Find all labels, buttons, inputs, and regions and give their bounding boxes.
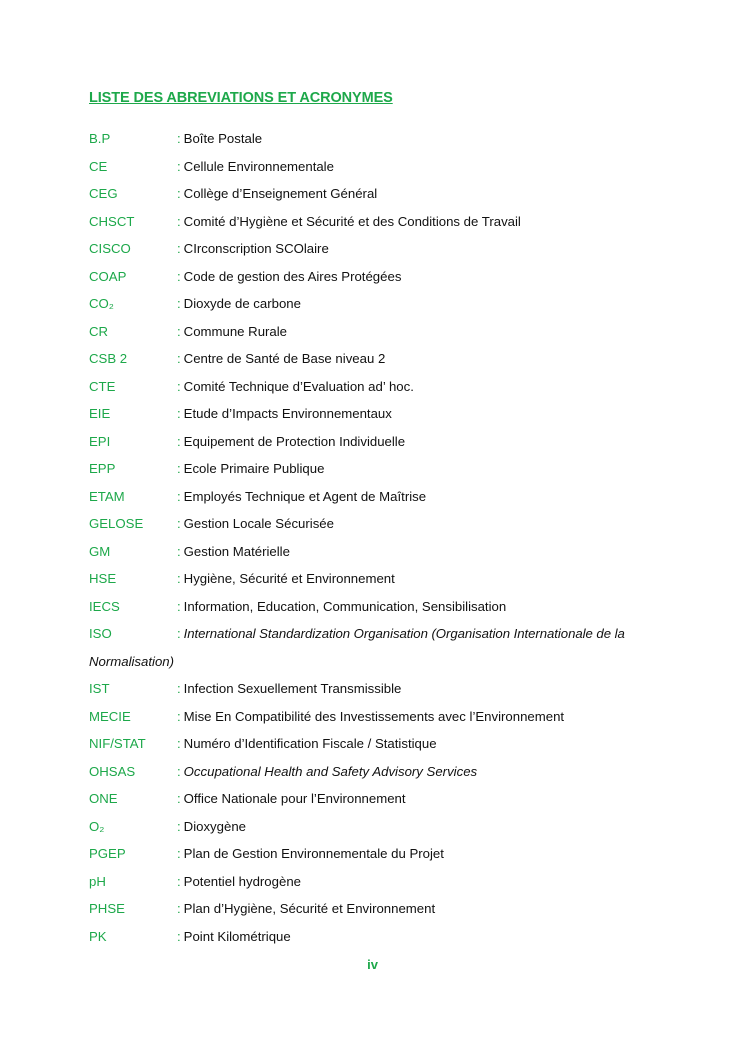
definition-text: Code de gestion des Aires Protégées (183, 268, 402, 284)
abbreviation-term: PHSE (89, 901, 125, 916)
abbreviation-entry (89, 459, 669, 487)
abbreviation-definition (177, 157, 669, 177)
abbreviation-term: GM (89, 543, 111, 559)
abbreviation-entry (89, 789, 669, 817)
definition-separator: : (177, 571, 181, 586)
abbreviation-term: GELOSE (89, 516, 144, 531)
abbreviation-definition (177, 679, 669, 699)
definition-separator: : (177, 516, 181, 531)
abbreviation-entry (89, 129, 669, 157)
definition-separator: : (177, 433, 181, 449)
abbreviation-term: NIF/STAT (89, 736, 146, 751)
definition-text: Gestion Matérielle (183, 543, 290, 559)
abbreviation-entry (89, 349, 669, 377)
definition-text: Information, Education, Communication, Sensibilisation (183, 598, 507, 614)
abbreviation-entry (89, 707, 669, 735)
definition-text: Dioxyde de carbone (183, 296, 301, 311)
abbreviation-entry (89, 184, 669, 212)
definition-text: Boîte Postale (183, 131, 263, 146)
definition-text: Comité d’Hygiène et Sécurité et des Conditions de Travail (183, 213, 521, 229)
definition-separator: : (177, 158, 181, 174)
abbreviation-definition (177, 899, 669, 919)
abbreviation-term: ETAM (89, 488, 125, 504)
definition-separator: : (177, 928, 181, 944)
definition-text: Plan de Gestion Environnementale du Projet (183, 846, 444, 861)
definition-separator: : (177, 901, 181, 916)
definition-separator: : (177, 846, 181, 861)
definition-text: Hygiène, Sécurité et Environnement (183, 571, 395, 586)
abbreviation-term: CTE (89, 378, 116, 394)
page-number: iv (367, 957, 378, 972)
definition-separator: : (177, 763, 181, 779)
definition-text: Occupational Health and Safety Advisory Services (183, 763, 478, 779)
abbreviation-definition (177, 349, 669, 369)
definition-separator: : (177, 818, 181, 834)
abbreviation-definition (177, 734, 669, 754)
definition-separator: : (177, 213, 181, 229)
abbreviation-entry (89, 899, 669, 927)
abbreviation-entry (89, 817, 669, 845)
abbreviation-term: ONE (89, 791, 118, 806)
definition-separator: : (177, 681, 181, 696)
abbreviation-term: EPP (89, 461, 116, 476)
abbreviation-term: IST (89, 681, 110, 696)
abbreviation-term: CHSCT (89, 213, 135, 229)
abbreviation-term: CE (89, 158, 108, 174)
abbreviation-term: HSE (89, 571, 117, 586)
abbreviation-entry (89, 322, 669, 350)
definition-separator: : (177, 268, 181, 284)
abbreviation-entry (89, 157, 669, 185)
abbreviation-entry (89, 239, 669, 267)
abbreviation-definition (177, 459, 669, 479)
definition-separator: : (177, 186, 181, 201)
abbreviation-definition (177, 762, 669, 782)
definition-text: Infection Sexuellement Transmissible (183, 681, 402, 696)
abbreviation-definition (177, 239, 669, 259)
abbreviation-entry (89, 377, 669, 405)
definition-text: Etude d’Impacts Environnementaux (183, 406, 392, 421)
definition-text: Commune Rurale (183, 323, 288, 339)
definition-separator: : (177, 873, 181, 889)
definition-text: Equipement de Protection Individuelle (183, 433, 406, 449)
abbreviation-definition (177, 294, 669, 314)
definition-text: International Standardization Organisation (Organisation Internationale de la (183, 626, 625, 641)
definition-separator: : (177, 241, 181, 256)
abbreviation-term: OHSAS (89, 763, 136, 779)
abbreviation-term: COAP (89, 268, 127, 284)
abbreviation-entry (89, 927, 669, 955)
abbreviation-definition (177, 927, 669, 947)
definition-text: Comité Technique d’Evaluation ad’ hoc. (183, 378, 414, 394)
definition-separator: : (177, 791, 181, 806)
definition-text: Numéro d’Identification Fiscale / Statistique (183, 736, 437, 751)
definition-text: Plan d’Hygiène, Sécurité et Environnement (183, 901, 436, 916)
abbreviation-term: O₂ (89, 818, 105, 834)
abbreviation-entry (89, 404, 669, 432)
abbreviation-entry (89, 872, 669, 900)
definition-separator: : (177, 378, 181, 394)
abbreviation-entry (89, 542, 669, 570)
abbreviation-entry (89, 294, 669, 322)
abbreviation-definition (177, 597, 669, 617)
definition-text: Potentiel hydrogène (183, 873, 301, 889)
definition-separator: : (177, 296, 181, 311)
abbreviation-definition (177, 129, 669, 149)
abbreviation-definition (177, 789, 669, 809)
abbreviation-definition (177, 844, 669, 864)
abbreviation-term: ISO (89, 626, 112, 641)
abbreviation-term: CISCO (89, 241, 131, 256)
definition-text: Point Kilométrique (183, 928, 291, 944)
definition-separator: : (177, 323, 181, 339)
abbreviation-term: CO₂ (89, 296, 114, 311)
definition-text: CIrconscription SCOlaire (183, 241, 329, 256)
abbreviation-definition (177, 377, 669, 397)
definition-text: Collège d’Enseignement Général (183, 186, 378, 201)
page-title: LISTE DES ABREVIATIONS ET ACRONYMES (89, 90, 393, 106)
abbreviation-entry (89, 432, 669, 460)
abbreviation-term: pH (89, 873, 106, 889)
abbreviation-entry (89, 679, 669, 707)
abbreviation-term: PK (89, 928, 107, 944)
definition-text: Cellule Environnementale (183, 158, 334, 174)
definition-text: Dioxygène (183, 818, 246, 834)
abbreviation-entry (89, 597, 669, 625)
abbreviation-entry (89, 569, 669, 597)
definition-separator: : (177, 626, 181, 641)
abbreviation-definition (177, 184, 669, 204)
abbreviation-term: PGEP (89, 846, 126, 861)
abbreviation-entry (89, 844, 669, 872)
abbreviation-definition (177, 212, 669, 232)
abbreviation-definition (177, 404, 669, 424)
abbreviation-definition (177, 624, 669, 644)
definition-text: Ecole Primaire Publique (183, 461, 325, 476)
abbreviation-definition (177, 817, 669, 837)
abbreviation-definition (177, 569, 669, 589)
abbreviation-entry (89, 267, 669, 295)
abbreviation-term: MECIE (89, 708, 131, 724)
abbreviation-entry (89, 514, 669, 542)
abbreviation-definition (177, 322, 669, 342)
abbreviation-definition (177, 267, 669, 287)
abbreviation-term: EPI (89, 433, 111, 449)
definition-text: Office Nationale pour l’Environnement (183, 791, 406, 806)
definition-text: Mise En Compatibilité des Investissements avec l’Environnement (183, 708, 565, 724)
definition-text: Employés Technique et Agent de Maîtrise (183, 488, 427, 504)
abbreviation-term: EIE (89, 406, 111, 421)
definition-continuation: Normalisation) (89, 653, 175, 669)
definition-separator: : (177, 543, 181, 559)
definition-separator: : (177, 461, 181, 476)
definition-separator: : (177, 131, 181, 146)
definition-separator: : (177, 351, 181, 366)
definition-text: Centre de Santé de Base niveau 2 (183, 351, 386, 366)
abbreviation-entry (89, 624, 669, 679)
abbreviation-term: B.P (89, 131, 111, 146)
definition-text: Gestion Locale Sécurisée (183, 516, 334, 531)
definition-separator: : (177, 598, 181, 614)
abbreviation-term: CEG (89, 186, 118, 201)
abbreviation-definition (177, 542, 669, 562)
definition-separator: : (177, 406, 181, 421)
abbreviation-entry (89, 212, 669, 240)
abbreviation-term: IECS (89, 598, 120, 614)
definition-separator: : (177, 708, 181, 724)
abbreviation-entry (89, 487, 669, 515)
abbreviation-definition (177, 487, 669, 507)
abbreviation-entry (89, 762, 669, 790)
abbreviation-definition (177, 872, 669, 892)
definition-separator: : (177, 736, 181, 751)
abbreviation-term: CSB 2 (89, 351, 128, 366)
abbreviation-definition (177, 514, 669, 534)
abbreviation-entry (89, 734, 669, 762)
definition-separator: : (177, 488, 181, 504)
abbreviation-definition (177, 707, 669, 727)
abbreviation-term: CR (89, 323, 109, 339)
abbreviation-definition (177, 432, 669, 452)
abbreviation-list (89, 129, 669, 954)
